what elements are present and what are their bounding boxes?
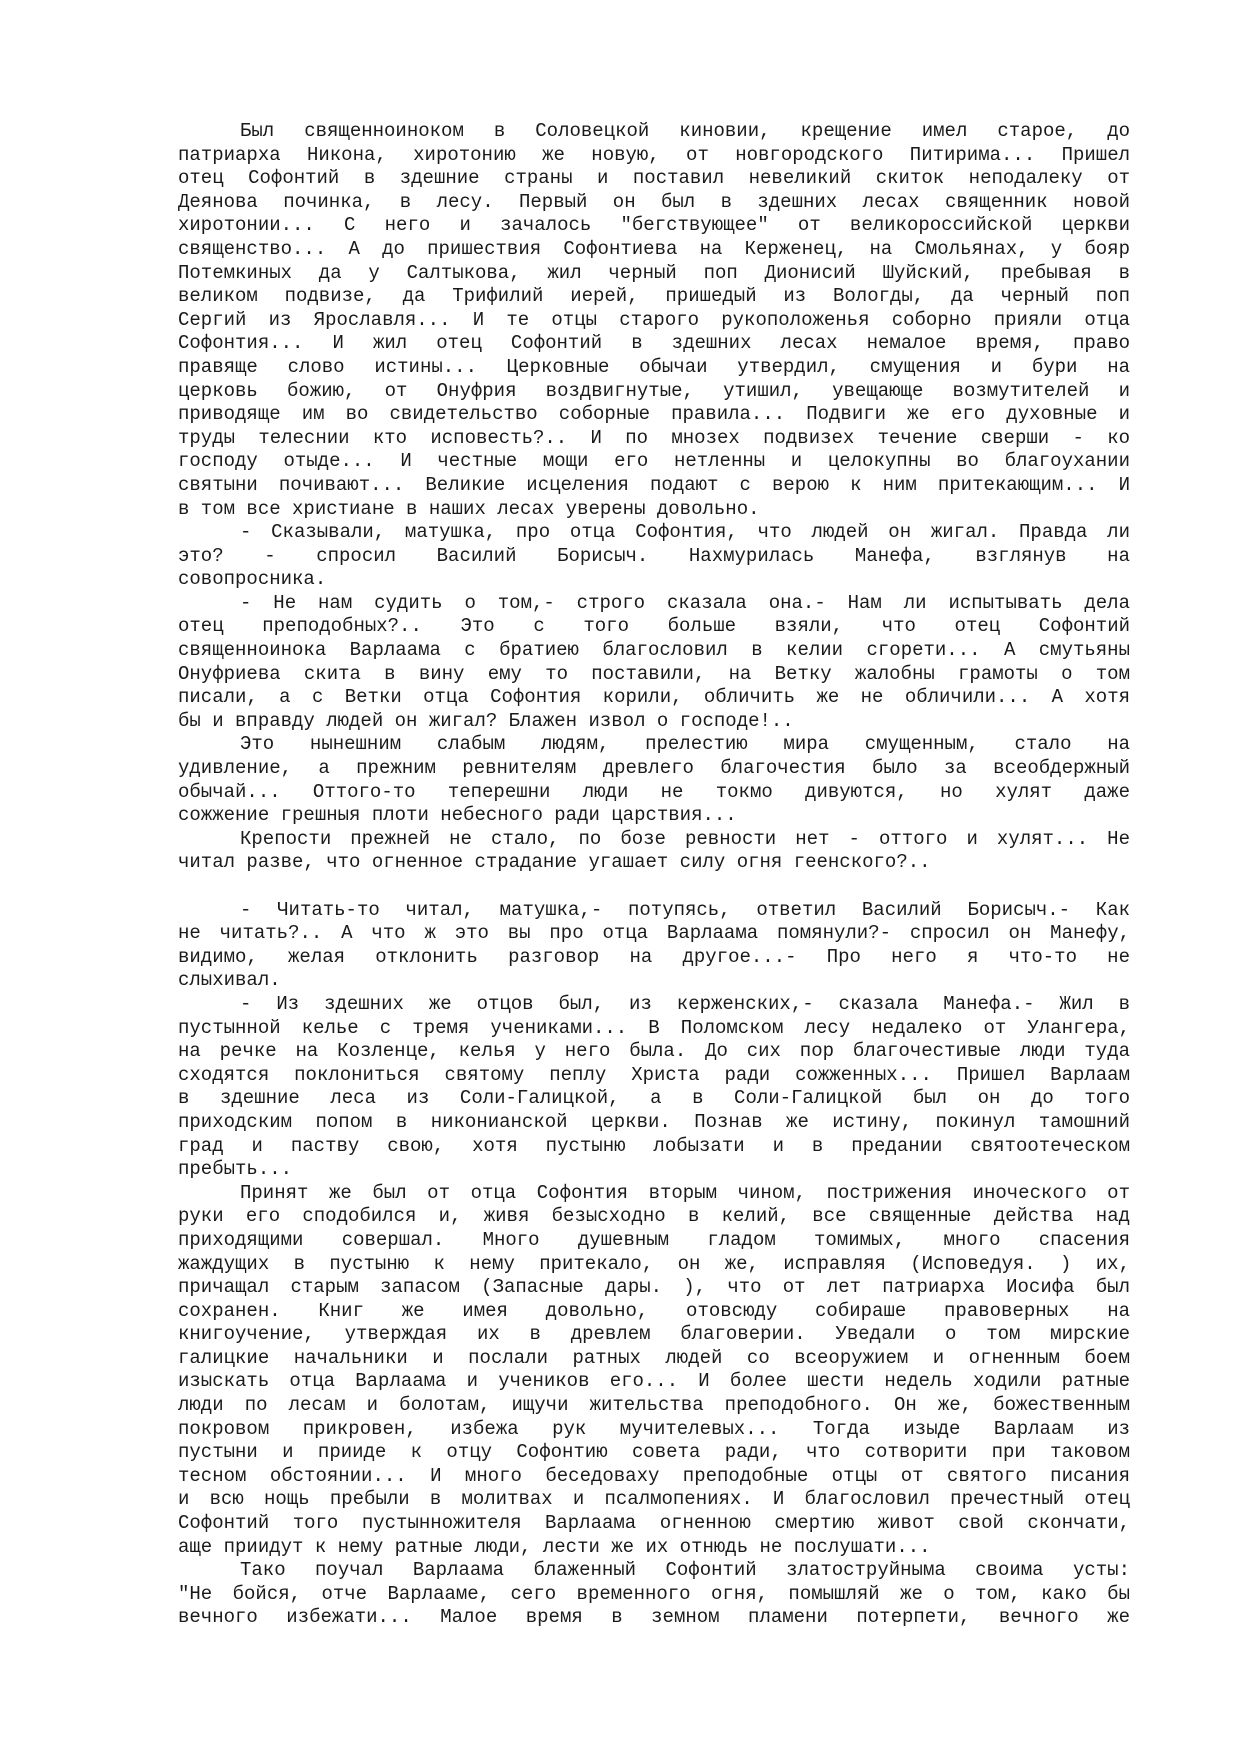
text-line: тесном обстоянии... И много беседоваху преподобные отцы от святого писания — [178, 1464, 1130, 1487]
text-line: вечного избежати... Малое время в земном пламени потерпети, вечного же — [178, 1606, 1130, 1629]
text-line: изыскать отца Варлаама и учеников его... И более шести недель ходили ратные — [178, 1370, 1130, 1393]
text-line: Тако поучал Варлаама блаженный Софонтий златоструйныма своима усты: — [240, 1559, 1130, 1582]
text-line: не читать?.. А что ж это вы про отца Варлаама помянули?- спросил он Манефу, — [178, 922, 1130, 945]
text-line: бы и вправду людей он жигал? Блажен извол о господе!.. — [178, 709, 794, 732]
text-line: удивление, а прежним ревнителям древлего благочестия было за всеобдержный — [178, 757, 1130, 780]
text-line: на речке на Козленце, келья у него была. До сих пор благочестивые люди туда — [178, 1040, 1130, 1063]
text-line: книгоучение, утверждая их в древлем благоверии. Уведали о том мирские — [178, 1323, 1130, 1346]
text-line: "Не бойся, отче Варлааме, сего временного огня, помышляй же о том, како бы — [178, 1582, 1130, 1605]
text-line: читал разве, что огненное страдание угашает силу огня геенского?.. — [178, 851, 931, 874]
text-line: сходятся поклониться святому пеплу Христа ради сожженных... Пришел Варлаам — [178, 1063, 1130, 1086]
text-line: писали, а с Ветки отца Софонтия корили, обличить же не обличили... А хотя — [178, 686, 1130, 709]
text-line: галицкие начальники и послали ратных людей со всеоружием и огненным боем — [178, 1346, 1130, 1369]
text-line: правяще слово истины... Церковные обычаи утвердил, смущения и бури на — [178, 355, 1130, 378]
text-line: сохранен. Книг же имея довольно, отовсюду собираше правоверных на — [178, 1299, 1130, 1322]
text-line: приходским попом в никонианской церкви. Познав же истину, покинул тамошний — [178, 1110, 1130, 1133]
text-line: - Читать-то читал, матушка,- потупясь, ответил Василий Борисыч.- Как — [240, 898, 1130, 921]
text-line: Софонтий того пустынножителя Варлаама огненною смертию живот свой скончати, — [178, 1512, 1130, 1535]
text-line: приходящими совершал. Много душевным гладом томимых, много спасения — [178, 1228, 1130, 1251]
text-line: Онуфриева скита в вину ему то поставили, на Ветку жалобны грамоты о том — [178, 662, 1130, 685]
text-line: в здешние леса из Соли-Галицкой, а в Соли-Галицкой был он до того — [178, 1087, 1130, 1110]
text-line: Был священноиноком в Соловецкой киновии, крещение имел старое, до — [240, 120, 1130, 142]
text-line: люди по лесам и болотам, ищучи жительства преподобного. Он же, божественным — [178, 1394, 1130, 1417]
text-line: сожжение грешныя плоти небесного ради царствия... — [178, 804, 737, 827]
text-line: - Сказывали, матушка, про отца Софонтия, что людей он жигал. Правда ли — [240, 521, 1130, 544]
text-line: жаждущих в пустыню к нему притекало, он же, исправляя (Исповедуя. ) их, — [178, 1252, 1130, 1275]
text-line: слыхивал. — [178, 969, 281, 992]
text-line: причащал старым запасом (Запасные дары. ), что от лет патриарха Иосифа был — [178, 1276, 1130, 1299]
text-line: Принят же был от отца Софонтия вторым чином, пострижения иноческого от — [240, 1181, 1130, 1204]
text-line: и всю нощь пребыли в молитвах и псалмопениях. И благословил пречестный отец — [178, 1488, 1130, 1511]
text-line: хиротонии... С него и зачалось "бегствующее" от великороссийской церкви — [178, 214, 1130, 237]
text-line: патриарха Никона, хиротонию же новую, от новгородского Питирима... Пришел — [178, 143, 1130, 166]
text-line: Деянова починка, в лесу. Первый он был в здешних лесах священник новой — [178, 190, 1130, 213]
text-line: Софонтия... И жил отец Софонтий в здешних лесах немалое время, право — [178, 332, 1130, 355]
text-line: отец преподобных?.. Это с того больше взяли, что отец Софонтий — [178, 615, 1130, 638]
text-line: видимо, желая отклонить разговор на другое...- Про него я что-то не — [178, 945, 1130, 968]
text-line: приводяще им во свидетельство соборные правила... Подвиги же его духовные и — [178, 403, 1130, 426]
text-line: церковь божию, от Онуфрия воздвигнутые, утишил, увещающе возмутителей и — [178, 379, 1130, 402]
text-line: пребыть... — [178, 1158, 293, 1181]
blank-line — [178, 875, 1130, 899]
text-line: - Из здешних же отцов был, из керженских,- сказала Манефа.- Жил в — [240, 992, 1130, 1015]
text-line: пустынной келье с тремя учениками... В Поломском лесу недалеко от Улангера, — [178, 1016, 1130, 1039]
text-line: священноинока Варлаама с братиею благословил в келии сгорети... А смутьяны — [178, 639, 1130, 662]
text-line: совопросника. — [178, 568, 327, 591]
document-text — [178, 120, 1130, 1630]
text-line: святыни почивают... Великие исцеления подают с верою к ним притекающим... И — [178, 473, 1130, 496]
text-line: господу отыде... И честные мощи его нетленны и целокупны во благоухании — [178, 450, 1130, 473]
text-line: руки его сподобился и, живя безысходно в келий, все священные действа над — [178, 1205, 1130, 1228]
text-line: великом подвизе, да Трифилий иерей, пришедый из Вологды, да черный поп — [178, 285, 1130, 308]
text-line: покровом прикровен, избежа рук мучителевых... Тогда изыде Варлаам из — [178, 1417, 1130, 1440]
text-line: в том все христиане в наших лесах уверены довольно. — [178, 497, 760, 520]
text-line: - Не нам судить о том,- строго сказала она.- Нам ли испытывать дела — [240, 591, 1130, 614]
text-line: труды телеснии кто исповесть?.. И по мнозех подвизех течение сверши - ко — [178, 426, 1130, 449]
text-line: Крепости прежней не стало, по бозе ревности нет - оттого и хулят... Не — [240, 827, 1130, 850]
text-line: аще приидут к нему ратные люди, лести же их отнюдь не послушати... — [178, 1535, 931, 1558]
text-line: Сергий из Ярославля... И те отцы старого рукоположенья соборно прияли отца — [178, 308, 1130, 331]
text-line: град и паству свою, хотя пустыню лобызати и в предании святоотеческом — [178, 1134, 1130, 1157]
text-line: Это нынешним слабым людям, прелестию мира смущенным, стало на — [240, 733, 1130, 756]
text-line: отец Софонтий в здешние страны и поставил невеликий скиток неподалеку от — [178, 167, 1130, 190]
text-line: обычай... Оттого-то теперешни люди не токмо дивуются, но хулят даже — [178, 780, 1130, 803]
text-line: священство... А до пришествия Софонтиева на Керженец, на Смольянах, у бояр — [178, 237, 1130, 260]
text-line: пустыни и прииде к отцу Софонтию совета ради, что сотворити при таковом — [178, 1441, 1130, 1464]
text-line: Потемкиных да у Салтыкова, жил черный поп Дионисий Шуйский, пребывая в — [178, 261, 1130, 284]
text-line: это? - спросил Василий Борисыч. Нахмурилась Манефа, взглянув на — [178, 544, 1130, 567]
